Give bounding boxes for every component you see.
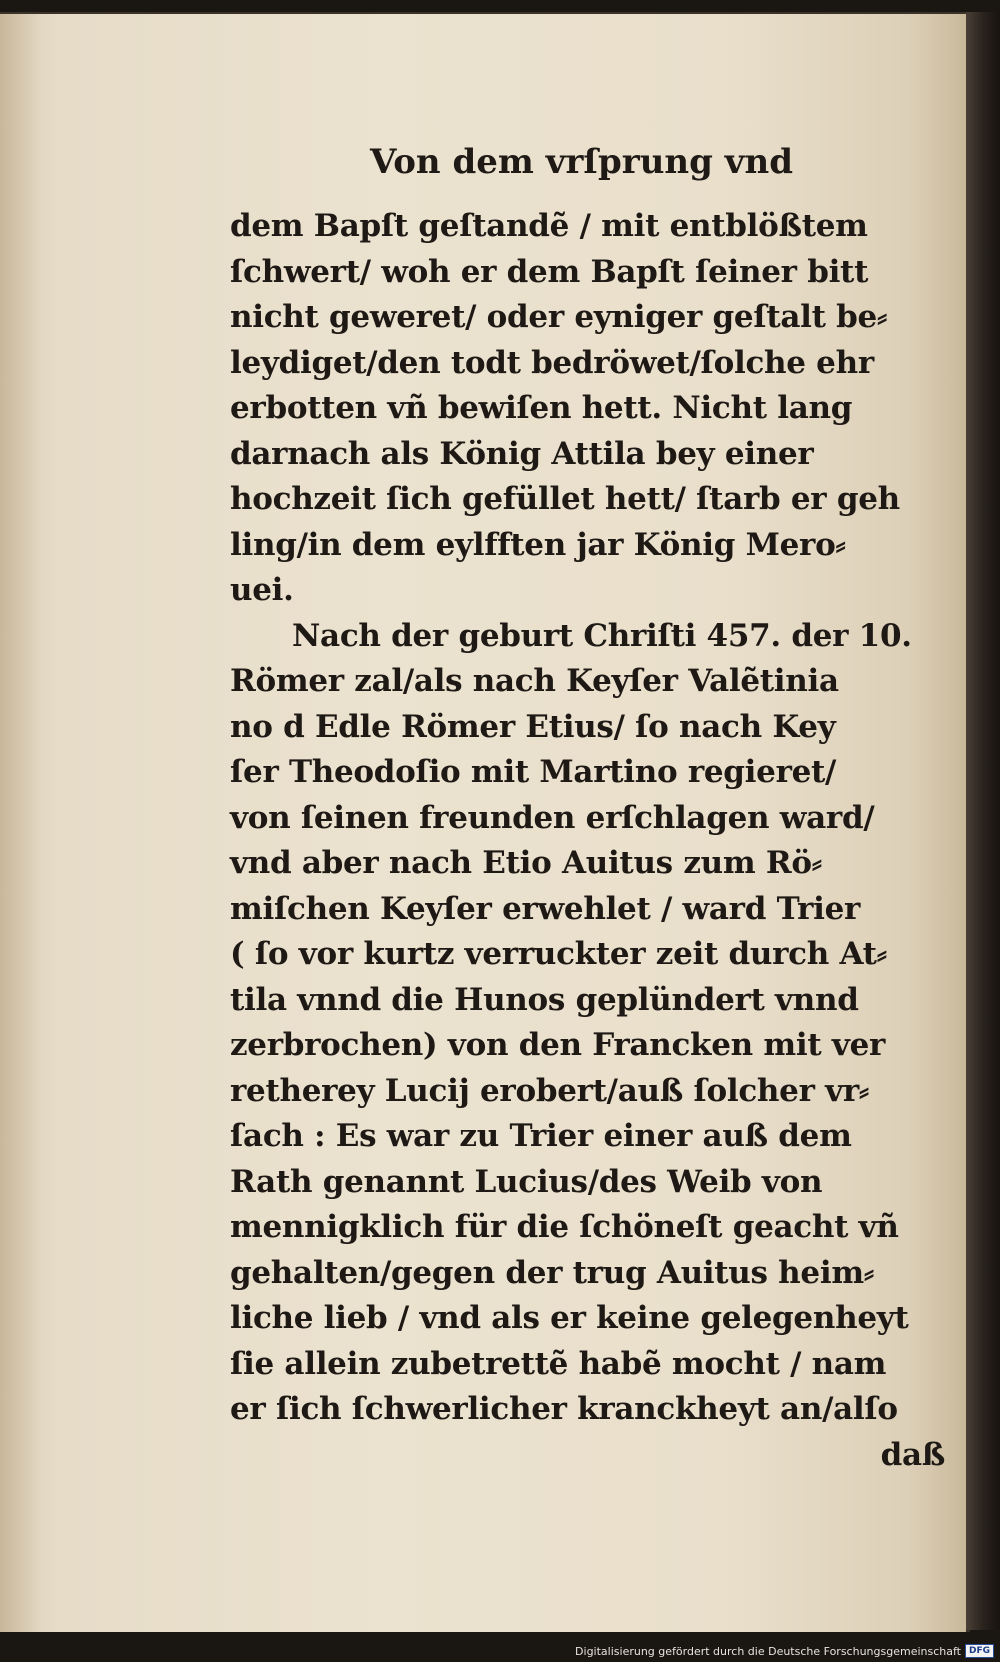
text-line: ( ſo vor kurtz verruckter zeit durch At⸗ — [230, 936, 887, 972]
text-line: darnach als König Attila bey einer — [230, 435, 814, 472]
paragraph-start-line: Nach der geburt Chriſti 457. der 10. — [292, 617, 912, 654]
text-line: mennigklich für die ſchöneſt geacht vñ — [230, 1209, 899, 1245]
digitization-credit — [575, 1644, 994, 1658]
text-line: no d Edle Römer Etius/ ſo nach Key — [230, 708, 836, 745]
credit-text: Digitalisierung gefördert durch die Deutsche Forschungsgemeinschaft — [575, 1644, 961, 1658]
text-line: vnd aber nach Etio Auitus zum Rö⸗ — [230, 845, 822, 881]
dfg-logo-icon: DFG — [965, 1644, 994, 1658]
text-line: tila vnnd die Hunos geplündert vnnd — [230, 981, 859, 1018]
text-line: gehalten/gegen der trug Auitus heim⸗ — [230, 1254, 874, 1291]
body-text — [230, 204, 955, 1478]
text-line: erbotten vñ bewiſen hett. Nicht lang — [230, 390, 853, 426]
text-line: liche lieb / vnd als er keine gelegenheyt — [230, 1300, 909, 1336]
text-line: ſchwert/ woh er dem Bapſt ſeiner bitt — [230, 253, 869, 290]
text-line: von ſeinen freunden erſchlagen ward/ — [230, 799, 875, 836]
text-line: uei. — [230, 572, 294, 608]
text-line: ſach : Es war zu Trier einer auß dem — [230, 1118, 852, 1154]
text-line: hochzeit ſich gefüllet hett/ ſtarb er geh — [230, 481, 900, 517]
page-edge-stain — [0, 14, 40, 1632]
text-line: er ſich ſchwerlicher kranckheyt an/alſo — [230, 1391, 898, 1427]
text-line: Rath genannt Lucius/des Weib von — [230, 1163, 823, 1200]
text-line: ling/in dem eylfften jar König Mero⸗ — [230, 526, 846, 563]
text-line: nicht geweret/ oder eyniger geſtalt be⸗ — [230, 299, 887, 335]
text-line: Römer zal/als nach Keyſer Valẽtinia — [230, 663, 839, 699]
text-line: leydiget/den todt bedröwet/ſolche ehr — [230, 344, 874, 381]
text-line: ſer Theodoſio mit Martino regieret/ — [230, 754, 837, 790]
text-line: dem Bapſt geſtandẽ / mit entblößtem — [230, 208, 868, 244]
book-spine-edge — [966, 12, 1000, 1630]
book-page — [0, 12, 970, 1632]
text-line: zerbrochen) von den Francken mit ver — [230, 1027, 886, 1063]
running-head: Von dem vrſprung vnd — [370, 142, 793, 182]
text-line: miſchen Keyſer erwehlet / ward Trier — [230, 890, 861, 927]
text-line: retherey Lucij erobert/auß ſolcher vr⸗ — [230, 1072, 869, 1109]
catchword: daß — [880, 1436, 945, 1473]
text-line: ſie allein zubetrettẽ habẽ mocht / nam — [230, 1345, 887, 1382]
